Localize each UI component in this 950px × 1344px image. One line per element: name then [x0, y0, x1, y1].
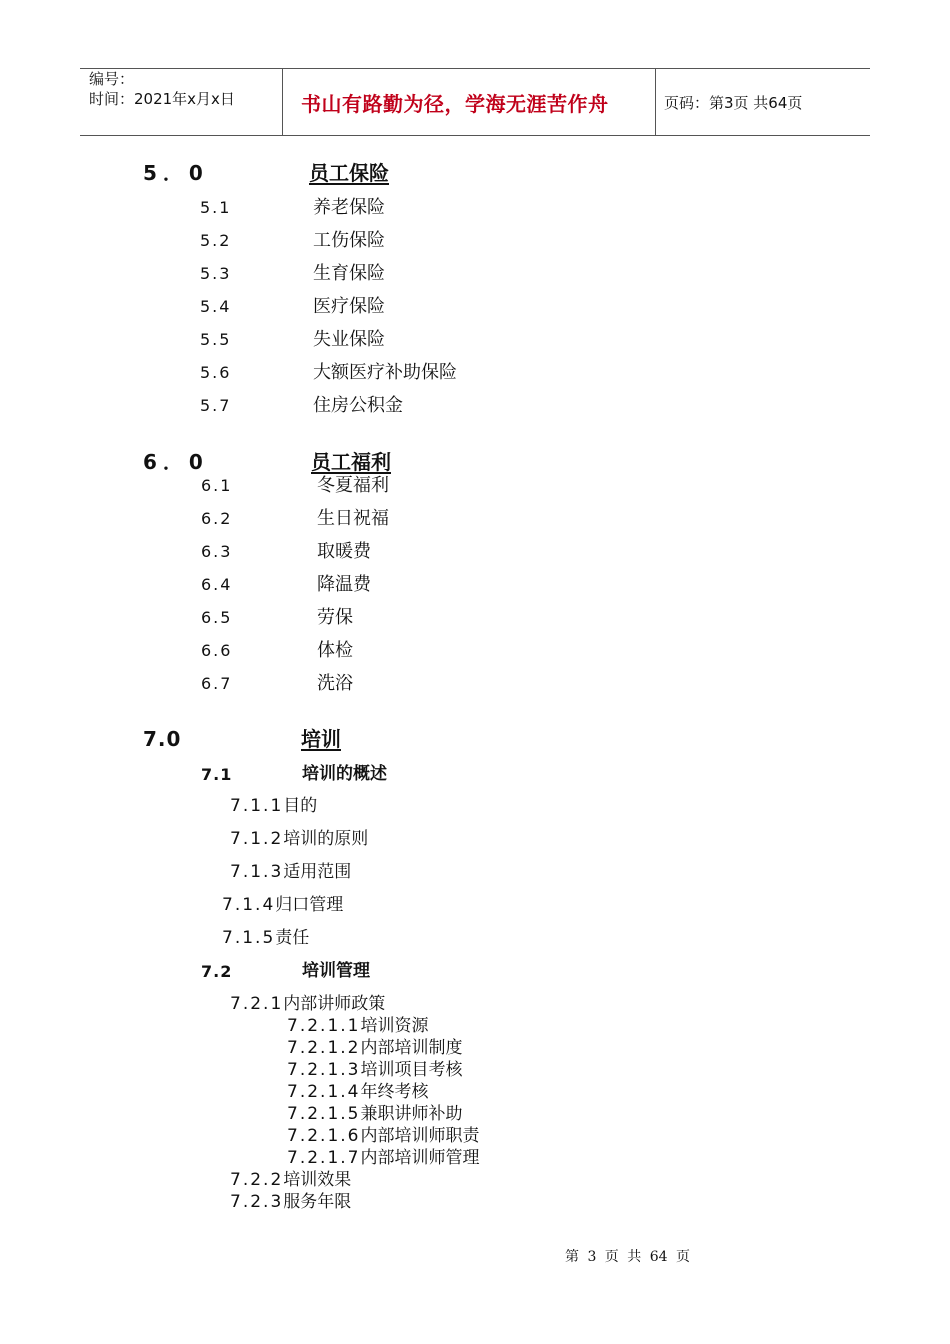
list-item-label: 养老保险	[313, 197, 385, 218]
list-item	[287, 1018, 428, 1035]
list-item-number: 5.1	[200, 198, 232, 217]
list-item-number: 7.1.3	[230, 862, 284, 882]
list-item	[287, 1040, 462, 1057]
subsection-number: 7.2	[201, 962, 233, 981]
list-item-label: 归口管理	[275, 895, 344, 915]
list-item-label: 工伤保险	[313, 230, 385, 251]
list-item-label: 兼职讲师补助	[360, 1104, 463, 1124]
list-item	[230, 1194, 351, 1211]
list-item-label: 内部讲师政策	[283, 994, 386, 1014]
list-item-number: 7.2.1.6	[287, 1126, 361, 1146]
header-bottom-border	[80, 135, 870, 136]
list-item-label: 医疗保险	[313, 296, 385, 317]
list-item-label: 降温费	[317, 574, 371, 595]
list-item-number: 7.1.4	[222, 895, 276, 915]
list-item-label: 服务年限	[283, 1192, 352, 1212]
list-item-label: 住房公积金	[313, 395, 403, 416]
list-item-number: 5.3	[200, 264, 232, 283]
section-number: 7.0	[143, 727, 182, 751]
list-item-number: 7.1.5	[222, 928, 276, 948]
list-item-label: 适用范围	[283, 862, 352, 882]
section-number: 5．0	[143, 161, 209, 185]
list-item-label: 内部培训制度	[360, 1038, 463, 1058]
list-item-number: 7.2.1.4	[287, 1082, 361, 1102]
list-item-number: 6.4	[201, 575, 233, 594]
section-number: 6．0	[143, 450, 209, 474]
page-footer: 第 3 页 共 64 页	[565, 1249, 690, 1265]
list-item-number: 7.2.1.3	[287, 1060, 361, 1080]
list-item-label: 年终考核	[360, 1082, 429, 1102]
list-item-number: 6.2	[201, 509, 233, 528]
list-item-number: 7.2.1.7	[287, 1148, 361, 1168]
subsection-title: 培训的概述	[302, 764, 387, 784]
list-item-number: 6.6	[201, 641, 233, 660]
section-title: 培训	[301, 727, 341, 751]
list-item	[222, 930, 309, 947]
list-item-label: 内部培训师职责	[360, 1126, 480, 1146]
list-item-label: 劳保	[317, 607, 353, 628]
list-item-number: 6.3	[201, 542, 233, 561]
header-divider-right	[655, 68, 656, 136]
list-item	[230, 864, 351, 881]
list-item-label: 冬夏福利	[317, 475, 389, 496]
list-item-label: 培训的原则	[283, 829, 369, 849]
list-item-label: 培训效果	[283, 1170, 352, 1190]
list-item-label: 培训资源	[360, 1016, 429, 1036]
list-item-number: 6.7	[201, 674, 233, 693]
list-item-number: 5.4	[200, 297, 232, 316]
list-item-label: 目的	[283, 796, 318, 816]
list-item	[222, 897, 343, 914]
list-item-number: 7.2.3	[230, 1192, 284, 1212]
list-item-label: 责任	[275, 928, 310, 948]
list-item-number: 7.2.1	[230, 994, 284, 1014]
section-title: 员工保险	[309, 161, 389, 185]
list-item-number: 7.2.2	[230, 1170, 284, 1190]
header-page-info: 页码：第3页 共64页	[664, 94, 803, 112]
list-item-number: 7.2.1.1	[287, 1016, 361, 1036]
list-item	[230, 798, 317, 815]
subsection-title: 培训管理	[302, 961, 370, 981]
list-item-number: 5.5	[200, 330, 232, 349]
list-item-label: 大额医疗补助保险	[313, 362, 457, 383]
list-item	[287, 1062, 462, 1079]
list-item-label: 失业保险	[313, 329, 385, 350]
header-divider-left	[282, 68, 283, 136]
list-item-label: 生育保险	[313, 263, 385, 284]
list-item-label: 洗浴	[317, 673, 353, 694]
list-item-label: 取暖费	[317, 541, 371, 562]
list-item-label: 内部培训师管理	[360, 1148, 480, 1168]
list-item-number: 5.7	[200, 396, 232, 415]
list-item	[287, 1128, 479, 1145]
list-item	[230, 831, 368, 848]
list-item-number: 7.2.1.2	[287, 1038, 361, 1058]
list-item-number: 6.5	[201, 608, 233, 627]
header-top-border	[80, 68, 870, 69]
header-motto: 书山有路勤为径，学海无涯苦作舟	[301, 92, 609, 116]
list-item	[287, 1106, 462, 1123]
list-item-label: 培训项目考核	[360, 1060, 463, 1080]
list-item	[230, 996, 385, 1013]
header-number-label: 编号：	[89, 70, 135, 88]
list-item-number: 5.6	[200, 363, 232, 382]
list-item-number: 7.1.1	[230, 796, 284, 816]
list-item-label: 生日祝福	[317, 508, 389, 529]
list-item	[287, 1150, 479, 1167]
list-item-label: 体检	[317, 640, 353, 661]
list-item-number: 7.2.1.5	[287, 1104, 361, 1124]
list-item-number: 7.1.2	[230, 829, 284, 849]
section-title: 员工福利	[311, 450, 391, 474]
subsection-number: 7.1	[201, 765, 233, 784]
list-item	[287, 1084, 428, 1101]
list-item-number: 5.2	[200, 231, 232, 250]
header-date-label: 时间：2021年x月x日	[89, 90, 235, 108]
list-item-number: 6.1	[201, 476, 233, 495]
list-item	[230, 1172, 351, 1189]
